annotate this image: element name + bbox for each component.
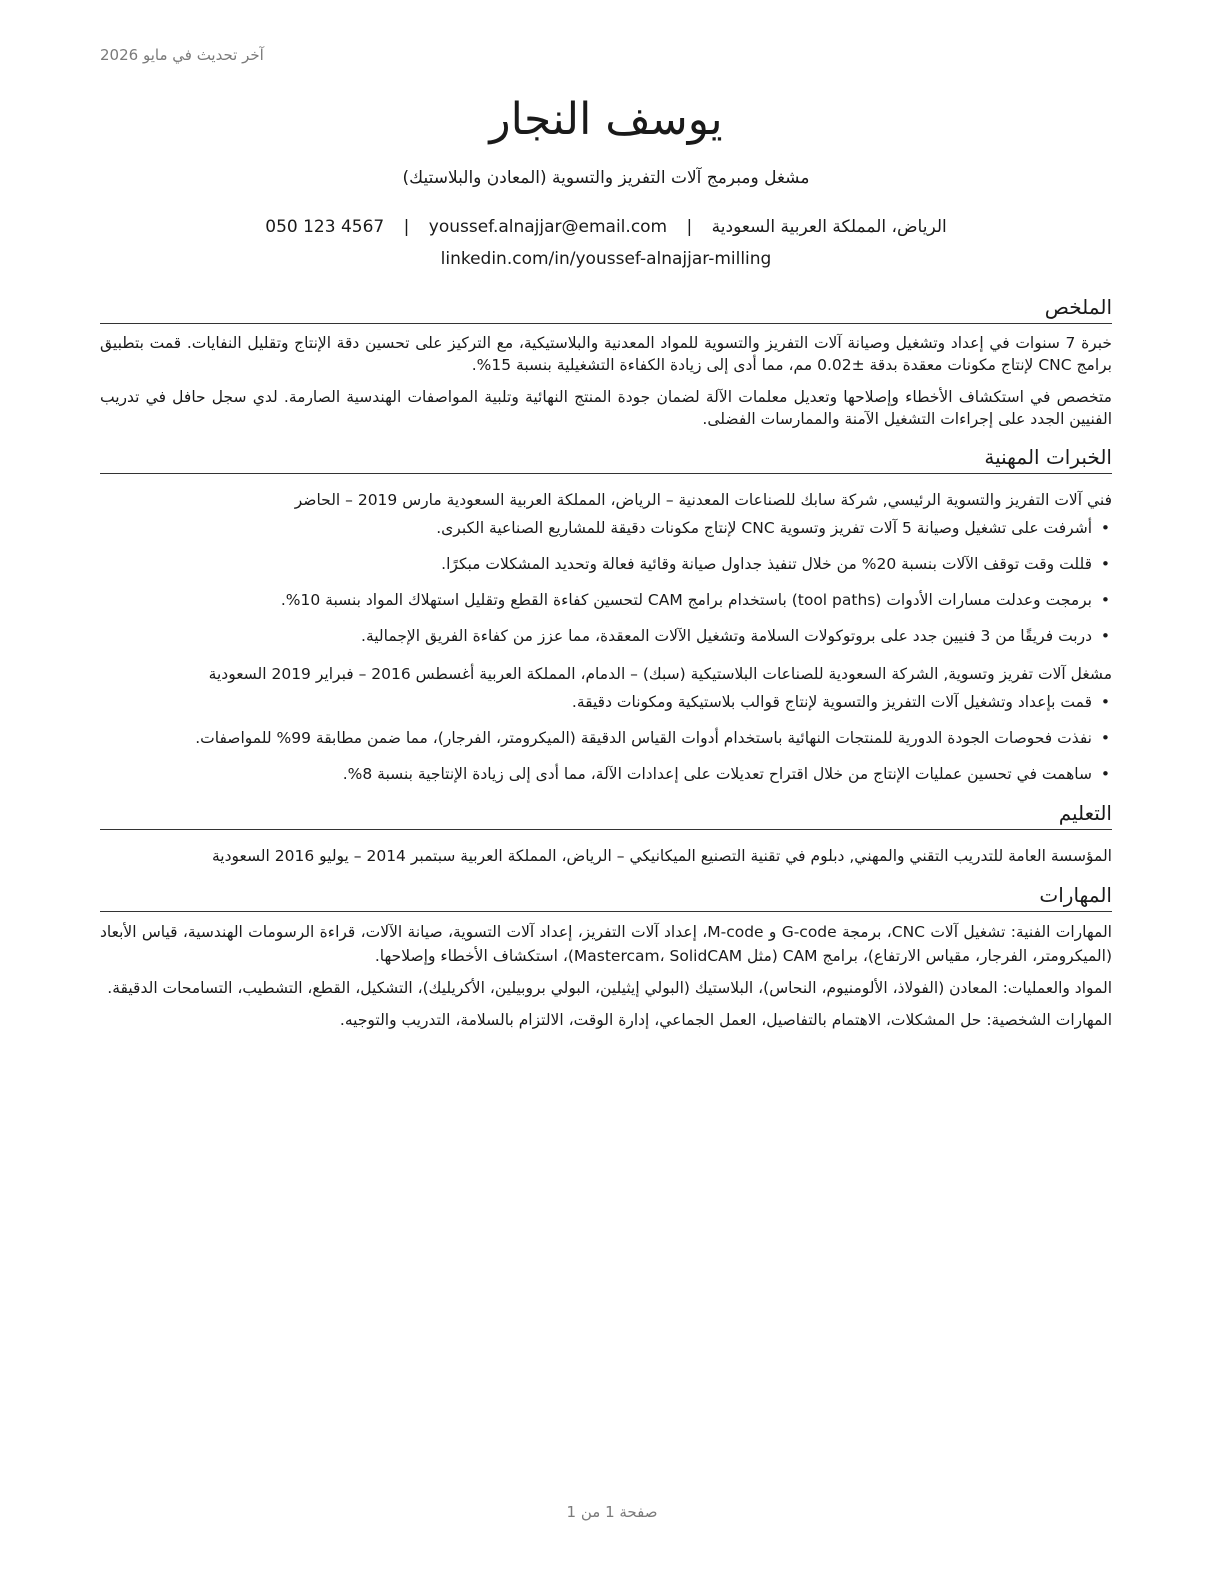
skill-item: المهارات الشخصية: حل المشكلات، الاهتمام بالتفاصيل، العمل الجماعي، إدارة الوقت، الالتزام بالسلامة، التدريب والتوجيه. [339, 1011, 1112, 1029]
summary-paragraph: خبرة 7 سنوات في إعداد وتشغيل وصيانة آلات التفريز والتسوية للمواد المعدنية والبلاستيكية، مع التركيز على تحسين دقة الإنتاج وتقليل النفايات. قمت بتطبيق برامج CNC لإنتاج مكونات معقدة بدقة ±0.02 مم، مما أدى إلى زيادة الكفاءة التشغيلية بنسبة 15%. [100, 334, 1112, 374]
separator: | [403, 217, 410, 237]
education-section [100, 800, 1112, 868]
bullet-text: برمجت وعدلت مسارات الأدوات (tool paths) باستخدام برامج CAM لتحسين كفاءة القطع وتقليل استهلاك المواد بنسبة 10%. [280, 591, 1092, 609]
job-heading: فني آلات التفريز والتسوية الرئيسي, شركة سابك للصناعات المعدنية – الرياض، المملكة العربية السعودية مارس 2019 – الحاضر [294, 491, 1112, 509]
linkedin-link[interactable]: linkedin.com/in/youssef-alnajjar-milling [440, 249, 772, 269]
job-bullet [100, 552, 1112, 576]
bullet-text: ساهمت في تحسين عمليات الإنتاج من خلال اقتراح تعديلات على إعدادات الآلة، مما أدى إلى زيادة الإنتاجية بنسبة 8%. [342, 765, 1092, 783]
job-bullet [100, 690, 1112, 714]
job-bullet [100, 516, 1112, 540]
bullet-text: نفذت فحوصات الجودة الدورية للمنتجات النهائية باستخدام أدوات القياس الدقيقة (الميكرومتر، الفرجار)، مما ضمن مطابقة 99% للمواصفات. [195, 729, 1092, 747]
resume-page [100, 88, 1112, 1032]
job-bullet [100, 726, 1112, 750]
job-entry [100, 662, 1112, 786]
section-title-summary: الملخص [100, 294, 1112, 324]
section-title-education: التعليم [100, 800, 1112, 830]
job-heading: مشغل آلات تفريز وتسوية, الشركة السعودية للصناعات البلاستيكية (سبك) – الدمام، المملكة العربية أغسطس 2016 – فبراير 2019 السعودية [208, 665, 1112, 683]
email-link[interactable]: youssef.alnajjar@email.com [428, 217, 668, 237]
skills-section [100, 882, 1112, 1032]
skill-item: المهارات الفنية: تشغيل آلات CNC، برمجة G-code و M-code، إعداد آلات التفريز، إعداد آلات التسوية، صيانة الآلات، قراءة الرسومات الهندسية، قياس الأبعاد (الميكرومتر، الفرجار، مقياس الارتفاع)، برامج CAM (مثل Mastercam، SolidCAM)، استكشاف الأخطاء وإصلاحها. [100, 923, 1112, 965]
page-number: صفحة 1 من 1 [566, 1503, 658, 1521]
linkedin-line [100, 246, 1112, 272]
summary-paragraph: متخصص في استكشاف الأخطاء وإصلاحها وتعديل معلمات الآلة لضمان جودة المنتج النهائية وتلبية المواصفات الهندسية الصارمة. لدي سجل حافل في تدريب الفنيين الجدد على إجراءات التشغيل الآمنة والممارسات الفضلى. [100, 388, 1112, 428]
job-bullet [100, 762, 1112, 786]
bullet-text: دربت فريقًا من 3 فنيين جدد على بروتوكولات السلامة وتشغيل الآلات المعقدة، مما عزز من كفاءة الفريق الإجمالية. [361, 627, 1092, 645]
experience-section [100, 444, 1112, 786]
job-entry [100, 488, 1112, 648]
bullet-dot: • [1100, 693, 1110, 711]
phone-text: 050 123 4567 [265, 217, 385, 237]
bullet-dot: • [1100, 591, 1110, 609]
bullet-dot: • [1100, 765, 1110, 783]
job-bullet [100, 624, 1112, 648]
bullet-text: قللت وقت توقف الآلات بنسبة 20% من خلال تنفيذ جداول صيانة وقائية فعالة وتحديد المشكلات مبكرًا. [441, 555, 1092, 573]
candidate-name: يوسف النجار [489, 94, 723, 145]
summary-section [100, 294, 1112, 430]
location-text: الرياض، المملكة العربية السعودية [711, 217, 947, 237]
contact-line [100, 214, 1112, 240]
education-entry: المؤسسة العامة للتدريب التقني والمهني, دبلوم في تقنية التصنيع الميكانيكي – الرياض، المملكة العربية سبتمبر 2014 – يوليو 2016 السعودية [211, 847, 1112, 865]
job-bullets [100, 690, 1112, 786]
last-updated-note: آخر تحديث في مايو 2026 [100, 46, 264, 64]
job-bullets [100, 516, 1112, 648]
section-title-experience: الخبرات المهنية [100, 444, 1112, 474]
job-subtitle: مشغل ومبرمج آلات التفريز والتسوية (المعادن والبلاستيك) [402, 168, 810, 188]
bullet-dot: • [1100, 729, 1110, 747]
separator: | [686, 217, 693, 237]
bullet-dot: • [1100, 627, 1110, 645]
skill-item: المواد والعمليات: المعادن (الفولاذ، الألومنيوم، النحاس)، البلاستيك (البولي إيثيلين، البولي بروبيلين، الأكريليك)، التشكيل، القطع، التشطيب، التسامحات الدقيقة. [107, 979, 1112, 997]
bullet-text: أشرفت على تشغيل وصيانة 5 آلات تفريز وتسوية CNC لإنتاج مكونات دقيقة للمشاريع الصناعية الكبرى. [436, 519, 1092, 537]
job-bullet [100, 588, 1112, 612]
bullet-dot: • [1100, 555, 1110, 573]
bullet-dot: • [1100, 519, 1110, 537]
bullet-text: قمت بإعداد وتشغيل آلات التفريز والتسوية لإنتاج قوالب بلاستيكية ومكونات دقيقة. [571, 693, 1092, 711]
section-title-skills: المهارات [100, 882, 1112, 912]
